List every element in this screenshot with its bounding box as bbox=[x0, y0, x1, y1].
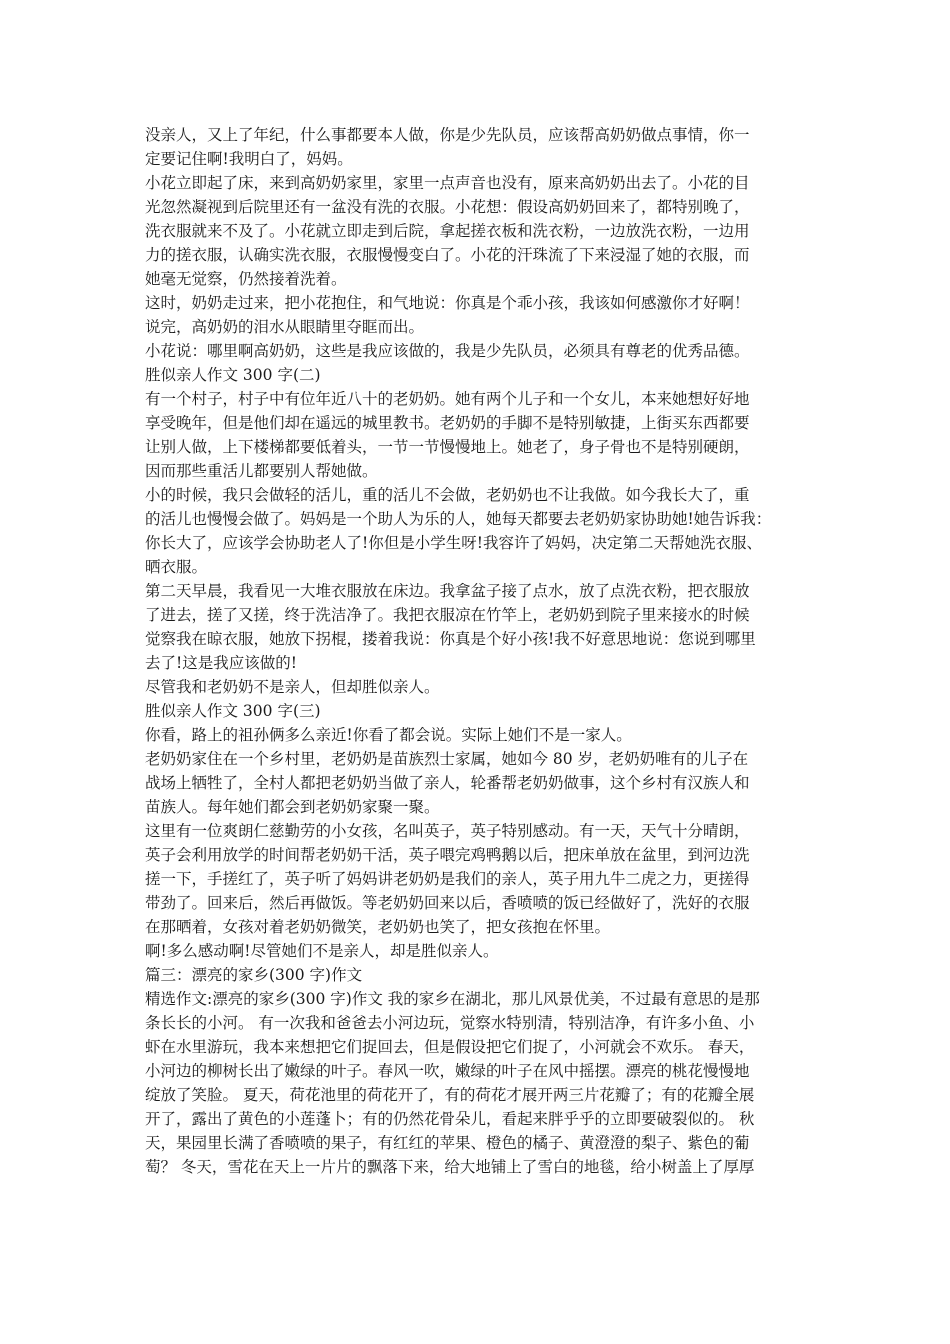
text-line: 带劲了。回来后，然后再做饭。等老奶奶回来以后，香喷喷的饭已经做好了，洗好的衣服 bbox=[145, 894, 750, 912]
text-line: 在那晒着，女孩对着老奶奶微笑，老奶奶也笑了，把女孩抱在怀里。 bbox=[145, 918, 611, 936]
text-line: 精选作文:漂亮的家乡(300 字)作文 我的家乡在湖北，那儿风景优美，不过最有意思的是那 bbox=[145, 990, 760, 1008]
text-line: 开了，露出了黄色的小莲蓬卜；有的仍然花骨朵儿，看起来胖乎乎的立即要破裂似的。 秋 bbox=[145, 1110, 755, 1128]
text-line: 小花说：哪里啊高奶奶，这些是我应该做的，我是少先队员，必须具有尊老的优秀品德。 bbox=[145, 342, 750, 360]
text-line: 有一个村子，村子中有位年近八十的老奶奶。她有两个儿子和一个女儿，本来她想好好地 bbox=[145, 390, 750, 408]
text-line: 战场上牺牲了，全村人都把老奶奶当做了亲人，轮番帮老奶奶做事，这个乡村有汉族人和 bbox=[145, 774, 750, 792]
text-line: 绽放了笑脸。 夏天，荷花池里的荷花开了，有的荷花才展开两三片花瓣了；有的花瓣全展 bbox=[145, 1086, 755, 1104]
text-line: 英子会利用放学的时间帮老奶奶干活，英子喂完鸡鸭鹅以后，把床单放在盆里，到河边洗 bbox=[145, 846, 750, 864]
text-line: 说完，高奶奶的泪水从眼睛里夺眶而出。 bbox=[145, 318, 425, 336]
text-line: 这时，奶奶走过来，把小花抱住，和气地说：你真是个乖小孩，我该如何感激你才好啊！ bbox=[145, 294, 750, 312]
text-line: 啊!多么感动啊!尽管她们不是亲人，却是胜似亲人。 bbox=[145, 942, 499, 960]
text-line: 她毫无觉察，仍然接着洗着。 bbox=[145, 270, 347, 288]
text-line: 没亲人，又上了年纪，什么事都要本人做，你是少先队员，应该帮高奶奶做点事情，你一 bbox=[145, 126, 750, 144]
text-line: 第二天早晨，我看见一大堆衣服放在床边。我拿盆子接了点水，放了点洗衣粉，把衣服放 bbox=[145, 582, 750, 600]
section-heading: 胜似亲人作文 300 字(三) bbox=[145, 702, 321, 720]
text-line: 条长长的小河。 有一次我和爸爸去小河边玩，觉察水特别清，特别洁净，有许多小鱼、小 bbox=[145, 1014, 755, 1032]
text-line: 洗衣服就来不及了。小花就立即走到后院，拿起搓衣板和洗衣粉，一边放洗衣粉，一边用 bbox=[145, 222, 750, 240]
text-line: 享受晚年，但是他们却在遥远的城里教书。老奶奶的手脚不是特别敏捷，上街买东西都要 bbox=[145, 414, 750, 432]
section-heading: 胜似亲人作文 300 字(二) bbox=[145, 366, 321, 384]
text-line: 天，果园里长满了香喷喷的果子，有红红的苹果、橙色的橘子、黄澄澄的梨子、紫色的葡 bbox=[145, 1134, 750, 1152]
text-line: 这里有一位爽朗仁慈勤劳的小女孩，名叫英子，英子特别感动。有一天，天气十分晴朗， bbox=[145, 822, 750, 840]
document-body bbox=[145, 123, 820, 1179]
text-line: 你看，路上的祖孙俩多么亲近!你看了都会说。实际上她们不是一家人。 bbox=[145, 726, 632, 744]
text-line: 晒衣服。 bbox=[145, 558, 208, 576]
text-line: 苗族人。每年她们都会到老奶奶家聚一聚。 bbox=[145, 798, 440, 816]
text-line: 尽管我和老奶奶不是亲人，但却胜似亲人。 bbox=[145, 678, 440, 696]
text-line: 你长大了，应该学会协助老人了!你但是小学生呀!我容许了妈妈，决定第二天帮她洗衣服、 bbox=[145, 534, 762, 552]
text-line: 的活儿也慢慢会做了。妈妈是一个助人为乐的人，她每天都要去老奶奶家协助她!她告诉我： bbox=[145, 510, 772, 528]
text-line: 定要记住啊!我明白了，妈妈。 bbox=[145, 150, 353, 168]
text-line: 小河边的柳树长出了嫩绿的叶子。春风一吹，嫩绿的叶子在风中摇摆。漂亮的桃花慢慢地 bbox=[145, 1062, 750, 1080]
text-line: 力的搓衣服，认确实洗衣服，衣服慢慢变白了。小花的汗珠流了下来浸湿了她的衣服，而 bbox=[145, 246, 750, 264]
text-line: 让别人做，上下楼梯都要低着头，一节一节慢慢地上。她老了，身子骨也不是特别硬朗， bbox=[145, 438, 750, 456]
text-line: 老奶奶家住在一个乡村里，老奶奶是苗族烈士家属，她如今 80 岁，老奶奶唯有的儿子在 bbox=[145, 750, 749, 768]
text-line: 去了!这是我应该做的! bbox=[145, 654, 297, 672]
text-line: 因而那些重活儿都要别人帮她做。 bbox=[145, 462, 378, 480]
section-heading: 篇三：漂亮的家乡(300 字)作文 bbox=[145, 966, 363, 984]
text-line: 搓一下，手搓红了，英子听了妈妈讲老奶奶是我们的亲人，英子用九牛二虎之力，更搓得 bbox=[145, 870, 750, 888]
text-line: 光忽然凝视到后院里还有一盆没有洗的衣服。小花想：假设高奶奶回来了，都特别晚了， bbox=[145, 198, 750, 216]
text-line: 觉察我在晾衣服，她放下拐棍，搂着我说：你真是个好小孩!我不好意思地说：您说到哪里 bbox=[145, 630, 756, 648]
text-line: 小的时候，我只会做轻的活儿，重的活儿不会做，老奶奶也不让我做。如今我长大了，重 bbox=[145, 486, 750, 504]
text-line: 了进去，搓了又搓，终于洗洁净了。我把衣服凉在竹竿上，老奶奶到院子里来接水的时候 bbox=[145, 606, 750, 624]
text-line: 小花立即起了床，来到高奶奶家里，家里一点声音也没有，原来高奶奶出去了。小花的目 bbox=[145, 174, 750, 192]
text-line: 萄？ 冬天，雪花在天上一片片的飘落下来，给大地铺上了雪白的地毯，给小树盖上了厚厚 bbox=[145, 1158, 755, 1176]
text-line: 虾在水里游玩，我本来想把它们捉回去，但是假设把它们捉了，小河就会不欢乐。 春天， bbox=[145, 1038, 755, 1056]
